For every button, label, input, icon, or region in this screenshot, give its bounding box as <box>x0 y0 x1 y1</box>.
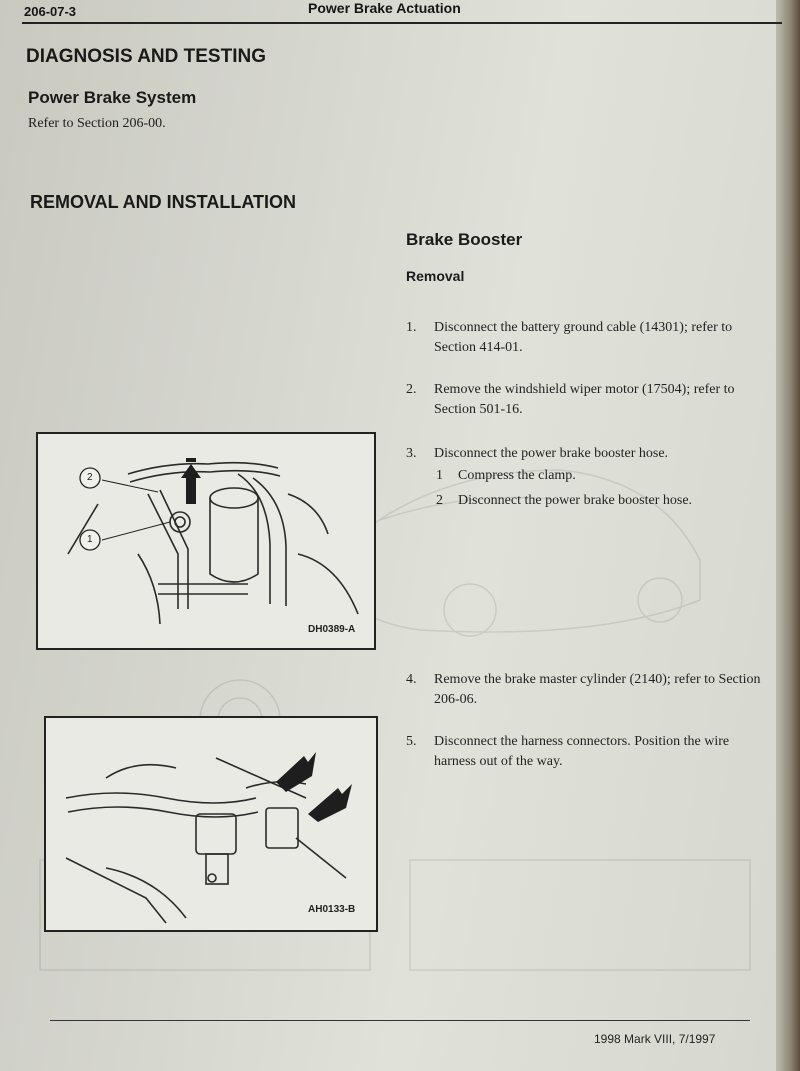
step-1 <box>406 318 766 360</box>
callout-1: 1 <box>87 534 93 545</box>
refer-text: Refer to Section 206-00. <box>28 116 166 131</box>
step-text: Disconnect the power brake booster hose. <box>434 446 669 461</box>
harness-illustration <box>46 718 376 930</box>
step-3 <box>406 444 766 466</box>
figure-harness-connectors <box>44 716 378 932</box>
substep-1-text: Compress the clamp. <box>458 468 576 483</box>
power-brake-subheading: Power Brake System <box>28 88 197 107</box>
diagnosis-heading: DIAGNOSIS AND TESTING <box>26 46 266 67</box>
removal-subheading: Removal <box>406 268 465 284</box>
substep-2-text: Disconnect the power brake booster hose. <box>458 493 693 508</box>
page-title: Power Brake Actuation <box>308 0 461 16</box>
step-4 <box>406 670 766 712</box>
figure-booster-hose <box>36 432 376 650</box>
step-number: 4. <box>406 672 417 687</box>
footer-rule <box>50 1020 750 1021</box>
step-text: Disconnect the battery ground cable (14301); refer to Section 414-01. <box>434 320 733 355</box>
step-text: Remove the windshield wiper motor (17504); refer to Section 501-16. <box>434 382 735 417</box>
step-2 <box>406 380 766 422</box>
header-rule <box>22 22 782 24</box>
step-number: 3. <box>406 446 417 461</box>
step-text: Disconnect the harness connectors. Position the wire harness out of the way. <box>434 734 730 769</box>
step-number: 2. <box>406 382 417 397</box>
step-5 <box>406 732 766 774</box>
callout-leaders <box>38 434 374 648</box>
brake-booster-heading: Brake Booster <box>406 230 523 249</box>
step-text: Remove the brake master cylinder (2140); refer to Section 206-06. <box>434 672 761 707</box>
step-number: 5. <box>406 734 417 749</box>
removal-installation-heading: REMOVAL AND INSTALLATION <box>30 192 296 212</box>
page-number: 206-07-3 <box>24 4 77 19</box>
footer-text: 1998 Mark VIII, 7/1997 <box>594 1032 716 1046</box>
step-number: 1. <box>406 320 417 335</box>
substep-1-number: 1 <box>436 468 443 483</box>
figure-code-ah0133: AH0133-B <box>308 904 356 915</box>
substep-2-number: 2 <box>436 493 443 508</box>
callout-2: 2 <box>87 472 93 483</box>
figure-code-dh0389: DH0389-A <box>308 624 356 635</box>
